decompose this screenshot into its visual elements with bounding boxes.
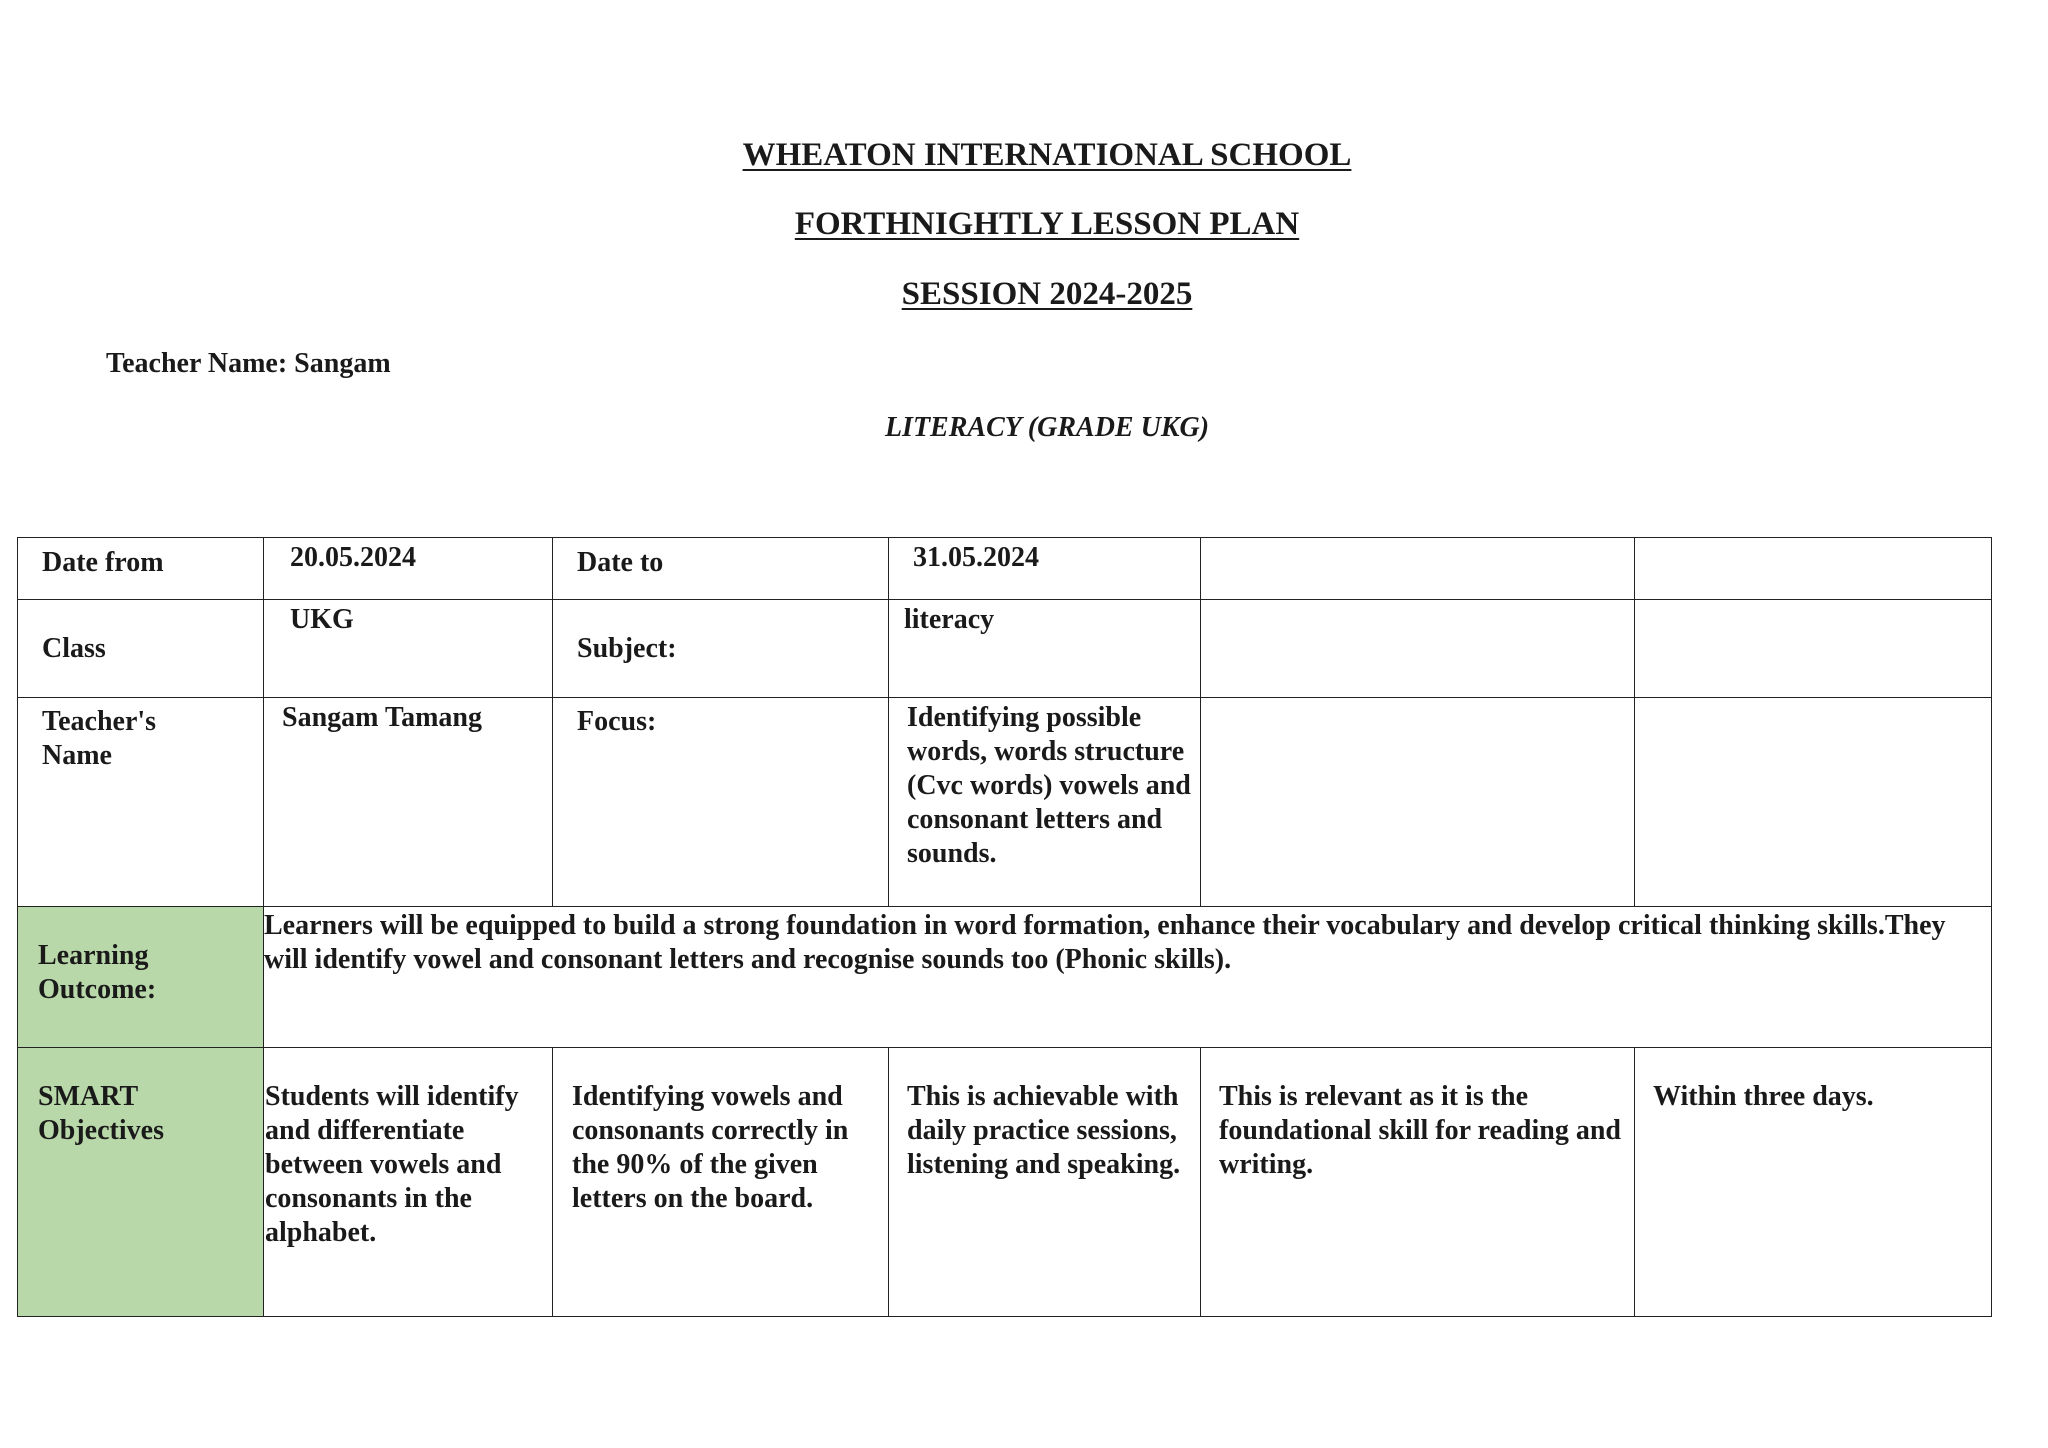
smart-relevant-cell	[1201, 1048, 1635, 1317]
table-row-dates	[18, 538, 1992, 600]
focus-value: Identifying possible words, words structure (Cvc words) vowels and consonant letters and sounds.	[907, 702, 1191, 869]
smart-specific-cell	[264, 1048, 553, 1317]
smart-measurable-cell	[553, 1048, 889, 1317]
session-title: SESSION 2024-2025	[901, 276, 1193, 312]
smart-timebound: Within three days.	[1653, 1081, 1874, 1112]
class-value-cell	[264, 600, 553, 698]
teacher-label: Teacher's Name	[42, 706, 157, 771]
smart-label-cell	[18, 1048, 264, 1317]
smart-timebound-cell	[1635, 1048, 1992, 1317]
subject-label: Subject:	[577, 633, 677, 664]
outcome-value: Learners will be equipped to build a strong foundation in word formation, enhance their vocabulary and develop critical thinking skills.They will identify vowel and consonant letters and recognise sounds too (Phonic skills).	[264, 910, 1946, 975]
date-to-label-cell	[553, 538, 889, 600]
empty-cell	[1201, 698, 1635, 907]
teacher-value: Sangam Tamang	[282, 702, 482, 733]
date-from-value: 20.05.2024	[290, 542, 416, 573]
empty-cell	[1635, 600, 1992, 698]
subject-label-cell	[553, 600, 889, 698]
table-row-class	[18, 600, 1992, 698]
outcome-label-cell	[18, 907, 264, 1048]
date-to-label: Date to	[577, 547, 664, 578]
focus-value-cell	[889, 698, 1201, 907]
date-from-label: Date from	[42, 547, 164, 578]
outcome-label: Learning Outcome:	[38, 940, 157, 1005]
lesson-plan-table	[17, 537, 1992, 1317]
smart-achievable-cell	[889, 1048, 1201, 1317]
empty-cell	[1201, 600, 1635, 698]
smart-measurable: Identifying vowels and consonants correctly in the 90% of the given letters on the board.	[572, 1081, 849, 1214]
school-name: WHEATON INTERNATIONAL SCHOOL	[742, 137, 1352, 173]
empty-cell	[1635, 538, 1992, 600]
class-label: Class	[42, 633, 106, 664]
date-from-value-cell	[264, 538, 553, 600]
subject-value-cell	[889, 600, 1201, 698]
teacher-label-cell	[18, 698, 264, 907]
teacher-name-line: Teacher Name: Sangam	[106, 348, 391, 379]
empty-cell	[1635, 698, 1992, 907]
smart-specific: Students will identify and differentiate between vowels and consonants in the alphabet.	[265, 1081, 519, 1248]
plan-title: FORTHNIGHTLY LESSON PLAN	[794, 206, 1300, 242]
table-row-teacher	[18, 698, 1992, 907]
class-label-cell	[18, 600, 264, 698]
smart-achievable: This is achievable with daily practice sessions, listening and speaking.	[907, 1081, 1181, 1180]
empty-cell	[1201, 538, 1635, 600]
focus-label-cell	[553, 698, 889, 907]
table-row-smart	[18, 1048, 1992, 1317]
teacher-value-cell	[264, 698, 553, 907]
smart-label: SMART Objectives	[38, 1081, 164, 1146]
class-value: UKG	[290, 604, 354, 635]
outcome-value-cell	[264, 907, 1992, 1048]
focus-label: Focus:	[577, 706, 657, 737]
table-row-outcome	[18, 907, 1992, 1048]
smart-relevant: This is relevant as it is the foundational skill for reading and writing.	[1219, 1081, 1621, 1180]
date-from-label-cell	[18, 538, 264, 600]
date-to-value: 31.05.2024	[913, 542, 1039, 573]
date-to-value-cell	[889, 538, 1201, 600]
subject-grade-line: LITERACY (GRADE UKG)	[884, 412, 1210, 443]
subject-value: literacy	[904, 604, 995, 635]
